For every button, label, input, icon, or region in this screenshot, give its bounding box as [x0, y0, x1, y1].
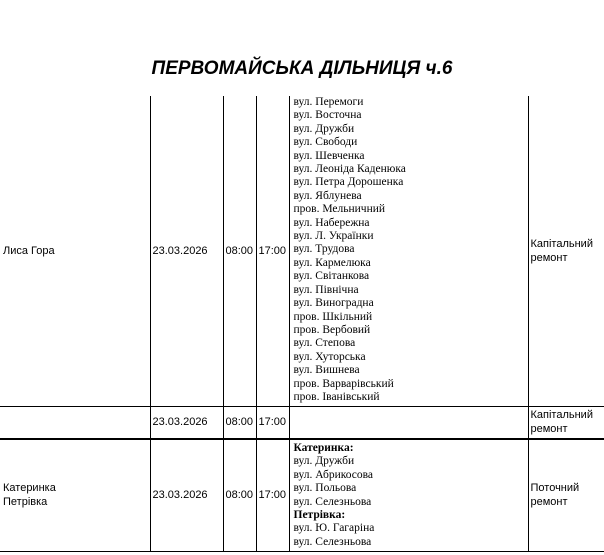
end-time-cell: 17:00: [256, 439, 289, 551]
street-item: вул. Петра Дорошенка: [293, 176, 404, 189]
settlement-name: Лиса Гора: [3, 244, 55, 257]
settlement-cell: [0, 439, 150, 551]
date-cell: 23.03.2026: [150, 439, 223, 551]
start-time-cell: 08:00: [223, 96, 256, 406]
settlement-name: Петрівка: [3, 496, 48, 509]
outage-schedule-table: [0, 96, 604, 552]
street-item: пров. Шкільний: [293, 310, 373, 323]
repair-type-line: ремонт: [530, 423, 568, 436]
settlement-cell: [0, 406, 150, 439]
repair-type-cell: [528, 96, 604, 406]
street-item: вул. Абрикосова: [293, 468, 374, 481]
street-item: пров. Іванівський: [293, 390, 380, 403]
street-item: вул. Хуторська: [293, 350, 366, 363]
street-item: вул. Селезньова: [293, 535, 372, 548]
street-item: вул. Вишнева: [293, 364, 360, 377]
street-item: вул. Дружби: [293, 122, 355, 135]
streets-cell: [289, 406, 528, 439]
village-group-name: Катеринка:: [293, 442, 354, 454]
repair-type-line: ремонт: [530, 251, 568, 264]
street-item: вул. Свободи: [293, 136, 358, 149]
street-item: вул. Яблунева: [293, 189, 362, 202]
repair-type-line: ремонт: [530, 496, 568, 509]
street-item: вул. Кармелюка: [293, 256, 371, 269]
streets-cell: [289, 96, 528, 406]
street-item: вул. Перемоги: [293, 96, 364, 108]
start-time-cell: 08:00: [223, 406, 256, 439]
repair-type-cell: [528, 406, 604, 439]
street-item: пров. Мельничний: [293, 203, 386, 216]
street-item: вул. Світанкова: [293, 270, 370, 283]
street-item: вул. Польова: [293, 482, 357, 495]
street-item: пров. Вербовий: [293, 323, 371, 336]
street-item: вул. Степова: [293, 337, 356, 350]
street-item: вул. Північна: [293, 283, 359, 296]
village-group-name: Петрівка:: [293, 509, 346, 522]
street-item: вул. Дружби: [293, 455, 355, 468]
table-row: [0, 406, 604, 439]
date-cell: 23.03.2026: [150, 96, 223, 406]
street-item: вул. Шевченка: [293, 149, 365, 162]
street-item: вул. Ю. Гагаріна: [293, 522, 375, 535]
repair-type-line: Капітальний: [530, 409, 593, 422]
street-item: вул. Трудова: [293, 243, 355, 256]
street-item: вул. Леоніда Каденюка: [293, 163, 406, 176]
repair-type-line: Капітальний: [530, 237, 593, 250]
settlement-name: Катеринка: [3, 482, 56, 495]
page-title: ПЕРВОМАЙСЬКА ДІЛЬНИЦЯ ч.6: [151, 58, 453, 79]
repair-type-cell: [528, 439, 604, 551]
end-time-cell: 17:00: [256, 406, 289, 439]
start-time-cell: 08:00: [223, 439, 256, 551]
date-cell: 23.03.2026: [150, 406, 223, 439]
settlement-cell: [0, 96, 150, 406]
street-item: вул. Набережна: [293, 216, 370, 229]
end-time-cell: 17:00: [256, 96, 289, 406]
table-row: [0, 96, 604, 406]
streets-cell: [289, 439, 528, 551]
street-item: вул. Л. Українки: [293, 230, 374, 243]
table-row: [0, 439, 604, 551]
street-item: вул. Виноградна: [293, 297, 374, 310]
street-item: пров. Варварівський: [293, 377, 394, 390]
repair-type-line: Поточний: [530, 482, 580, 495]
street-item: вул. Восточна: [293, 109, 362, 122]
street-item: вул. Селезньова: [293, 495, 372, 508]
